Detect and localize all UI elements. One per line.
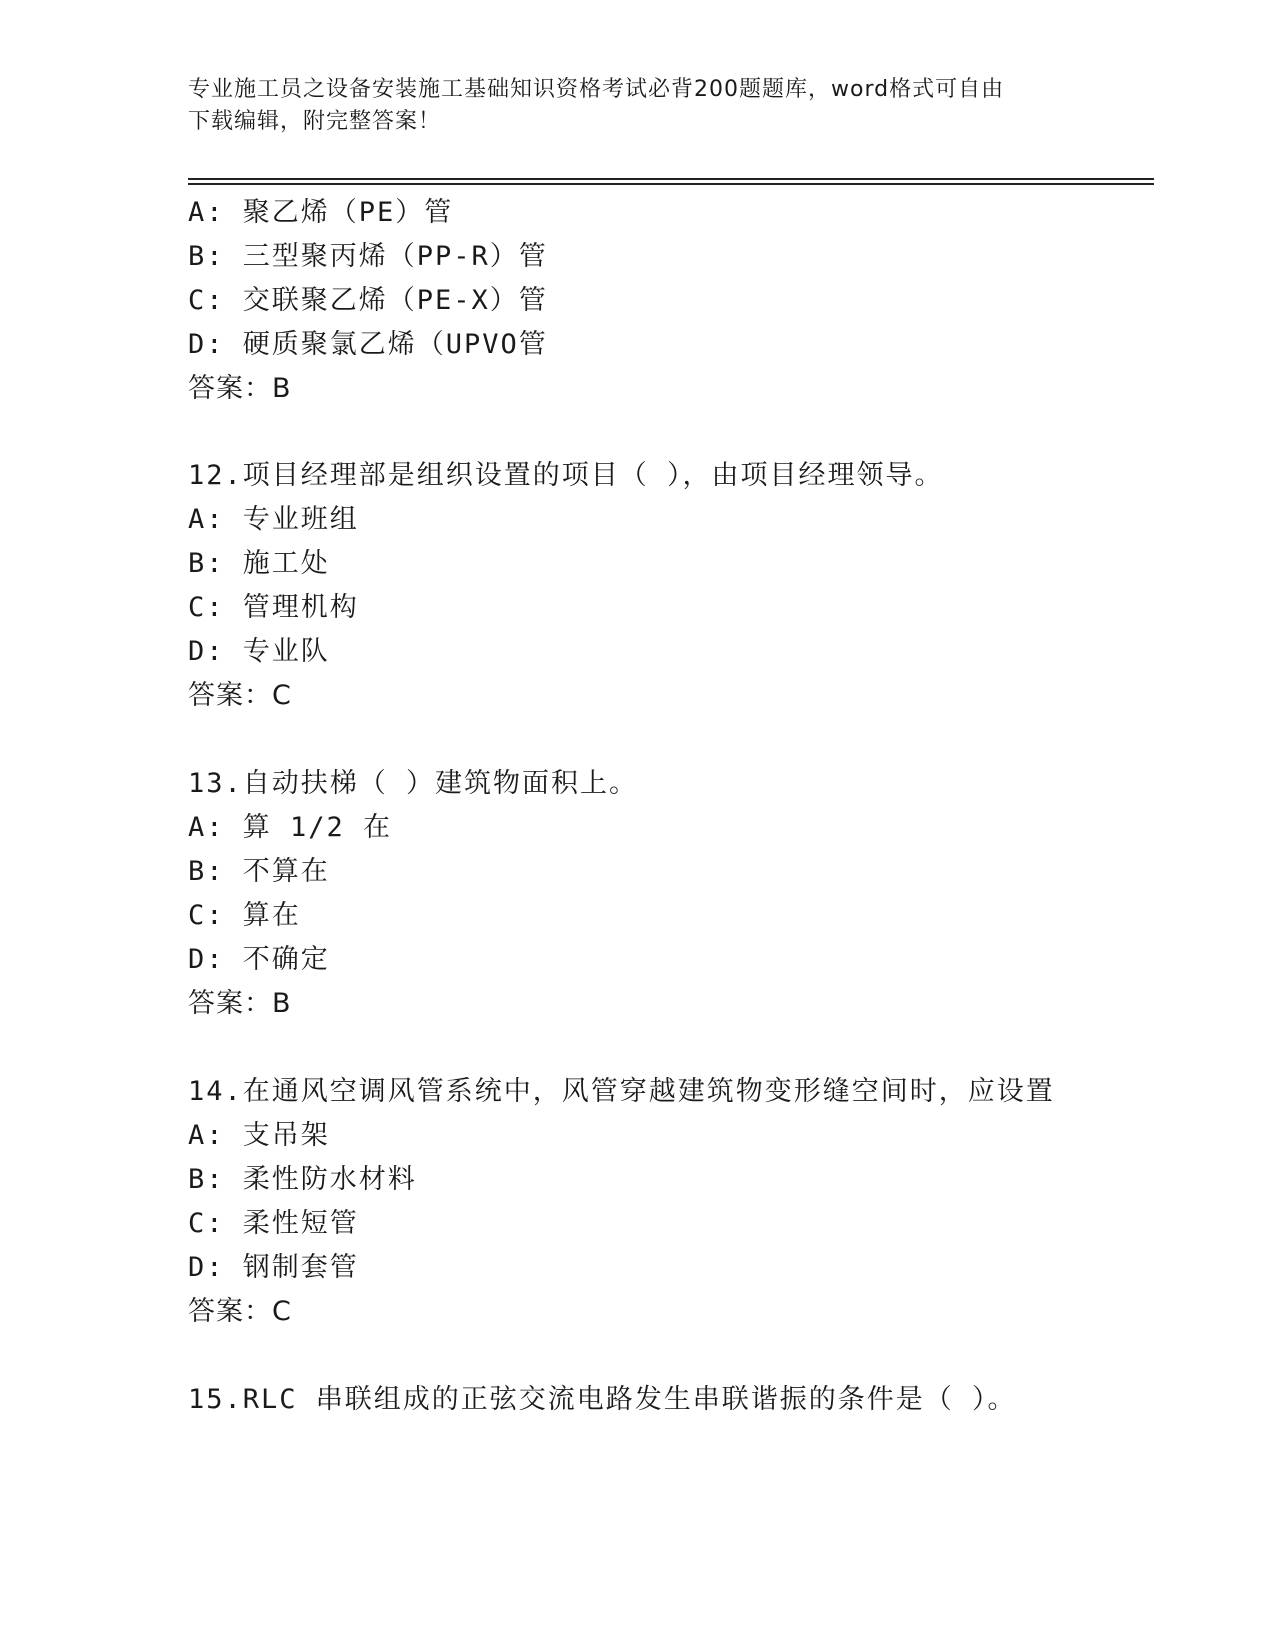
- q12-stem: 12.项目经理部是组织设置的项目（ ），由项目经理领导。: [188, 460, 944, 491]
- q11-option-d: D: 硬质聚氯乙烯（UPVO管: [188, 329, 548, 360]
- header-rule-bottom: [188, 183, 1154, 185]
- q12-option-d: D: 专业队: [188, 636, 330, 667]
- header-line-1: 专业施工员之设备安装施工基础知识资格考试必背200题题库，word格式可自由: [188, 77, 1005, 102]
- q14-stem: 14.在通风空调风管系统中，风管穿越建筑物变形缝空间时，应设置: [188, 1076, 1055, 1107]
- header-rule-top: [188, 178, 1154, 180]
- q14-option-d: D: 钢制套管: [188, 1252, 359, 1283]
- q12-option-c: C: 管理机构: [188, 592, 359, 623]
- q11-answer: 答案：B: [188, 373, 292, 404]
- q14-option-a: A: 支吊架: [188, 1120, 330, 1151]
- q11-option-b: B: 三型聚丙烯（PP-R）管: [188, 241, 548, 272]
- header-line-2: 下载编辑，附完整答案！: [188, 109, 442, 134]
- q11-option-a: A: 聚乙烯（PE）管: [188, 197, 454, 228]
- q15-stem: 15.RLC 串联组成的正弦交流电路发生串联谐振的条件是（ ）。: [188, 1384, 1017, 1415]
- q12-option-a: A: 专业班组: [188, 504, 359, 535]
- q13-option-a: A: 算 1/2 在: [188, 812, 393, 843]
- q13-option-b: B: 不算在: [188, 856, 330, 887]
- q12-option-b: B: 施工处: [188, 548, 330, 579]
- q13-answer: 答案：B: [188, 988, 292, 1019]
- q14-answer: 答案：C: [188, 1296, 292, 1327]
- document-header: [188, 74, 1088, 138]
- q13-option-d: D: 不确定: [188, 944, 330, 975]
- q11-option-c: C: 交联聚乙烯（PE-X）管: [188, 285, 548, 316]
- q14-option-b: B: 柔性防水材料: [188, 1164, 417, 1195]
- q13-stem: 13.自动扶梯（ ）建筑物面积上。: [188, 768, 639, 799]
- q13-option-c: C: 算在: [188, 900, 301, 931]
- q12-answer: 答案：C: [188, 680, 292, 711]
- q14-option-c: C: 柔性短管: [188, 1208, 359, 1239]
